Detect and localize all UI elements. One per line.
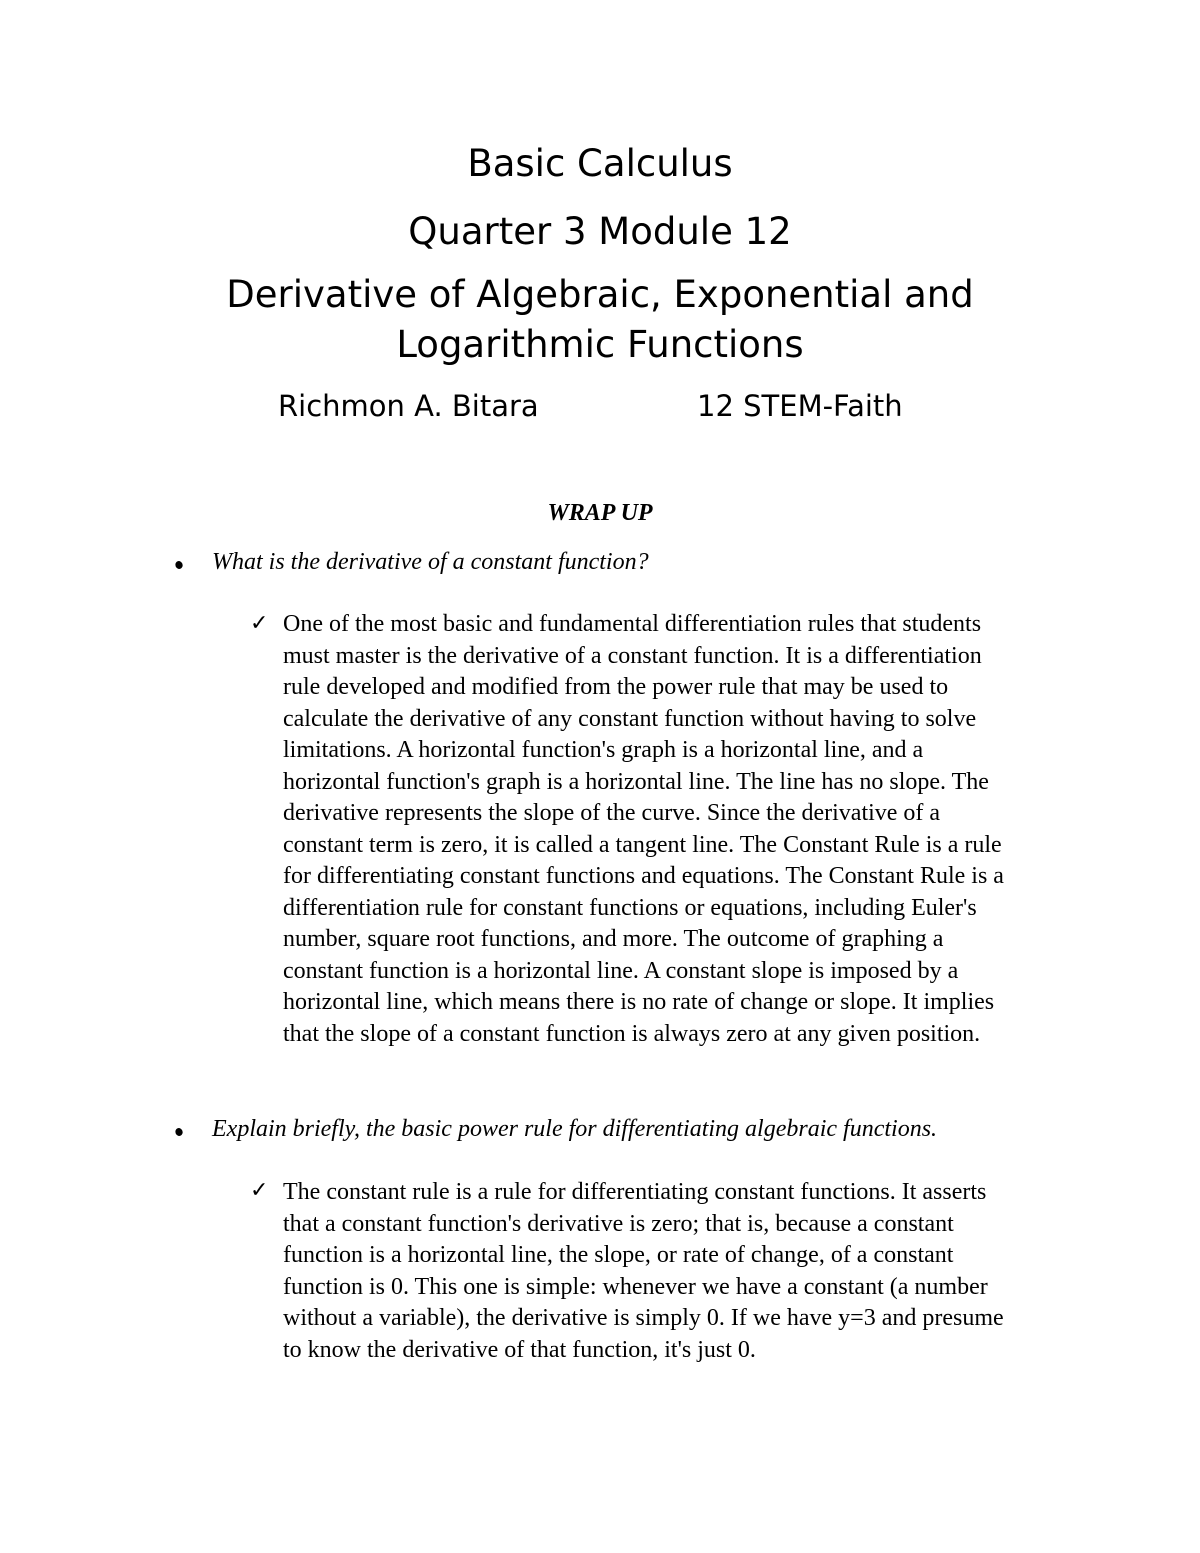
round-bullet-icon [173,1122,185,1134]
answer-line: function is 0. This one is simple: whenever we have a constant (a number [283,1273,988,1300]
class-section: 12 STEM-Faith [697,389,903,423]
answer-line: function is a horizontal line, the slope, or rate of change, of a constant [283,1242,954,1268]
answer-line: derivative represents the slope of the curve. Since the derivative of a [283,800,941,826]
answer-line: for differentiating constant functions and equations. The Constant Rule is a [283,863,1004,889]
answer-1 [283,609,1058,1050]
answer-line: number, square root functions, and more. The outcome of graphing a [283,926,944,952]
answer-line: constant term is zero, it is called a tangent line. The Constant Rule is a rule [283,831,1002,858]
answer-line: horizontal function's graph is a horizontal line. The line has no slope. The [283,768,989,795]
topic-title-line-2: Logarithmic Functions [396,323,804,366]
answer-2 [283,1177,1058,1366]
checkmark-icon: ✓ [250,1178,269,1203]
answer-line: One of the most basic and fundamental differentiation rules that students [283,611,982,637]
question-1: What is the derivative of a constant function? [212,549,649,575]
answer-line: that a constant function's derivative is zero; that is, because a constant [283,1210,954,1237]
answer-line: that the slope of a constant function is always zero at any given position. [283,1020,981,1047]
author-row [0,384,1200,428]
answer-line: constant function is a horizontal line. A constant slope is imposed by a [283,957,959,984]
round-bullet-icon [173,555,185,567]
question-2: Explain briefly, the basic power rule for differentiating algebraic functions. [212,1116,938,1142]
answer-line: calculate the derivative of any constant function without having to solve [283,705,977,732]
topic-title [0,270,1200,370]
answer-line: limitations. A horizontal function's graph is a horizontal line, and a [283,737,924,763]
answer-line: differentiation rule for constant functions or equations, including Euler's [283,894,977,921]
answer-line: without a variable), the derivative is simply 0. If we have y=3 and presume [283,1305,1004,1331]
answer-line: to know the derivative of that function, it's just 0. [283,1336,756,1363]
answer-line: The constant rule is a rule for differentiating constant functions. It asserts [283,1179,987,1205]
answer-line: horizontal line, which means there is no rate of change or slope. It implies [283,989,995,1015]
answer-line: rule developed and modified from the power rule that may be used to [283,674,949,700]
author-name: Richmon A. Bitara [278,389,539,423]
quarter-module-label: Quarter 3 Module 12 [408,210,792,253]
document-title: Basic Calculus [467,142,733,185]
checkmark-icon: ✓ [250,611,269,636]
answer-line: must master is the derivative of a constant function. It is a differentiation [283,642,982,669]
wrap-up-heading: WRAP UP [547,500,653,526]
topic-title-line-1: Derivative of Algebraic, Exponential and [226,273,974,316]
